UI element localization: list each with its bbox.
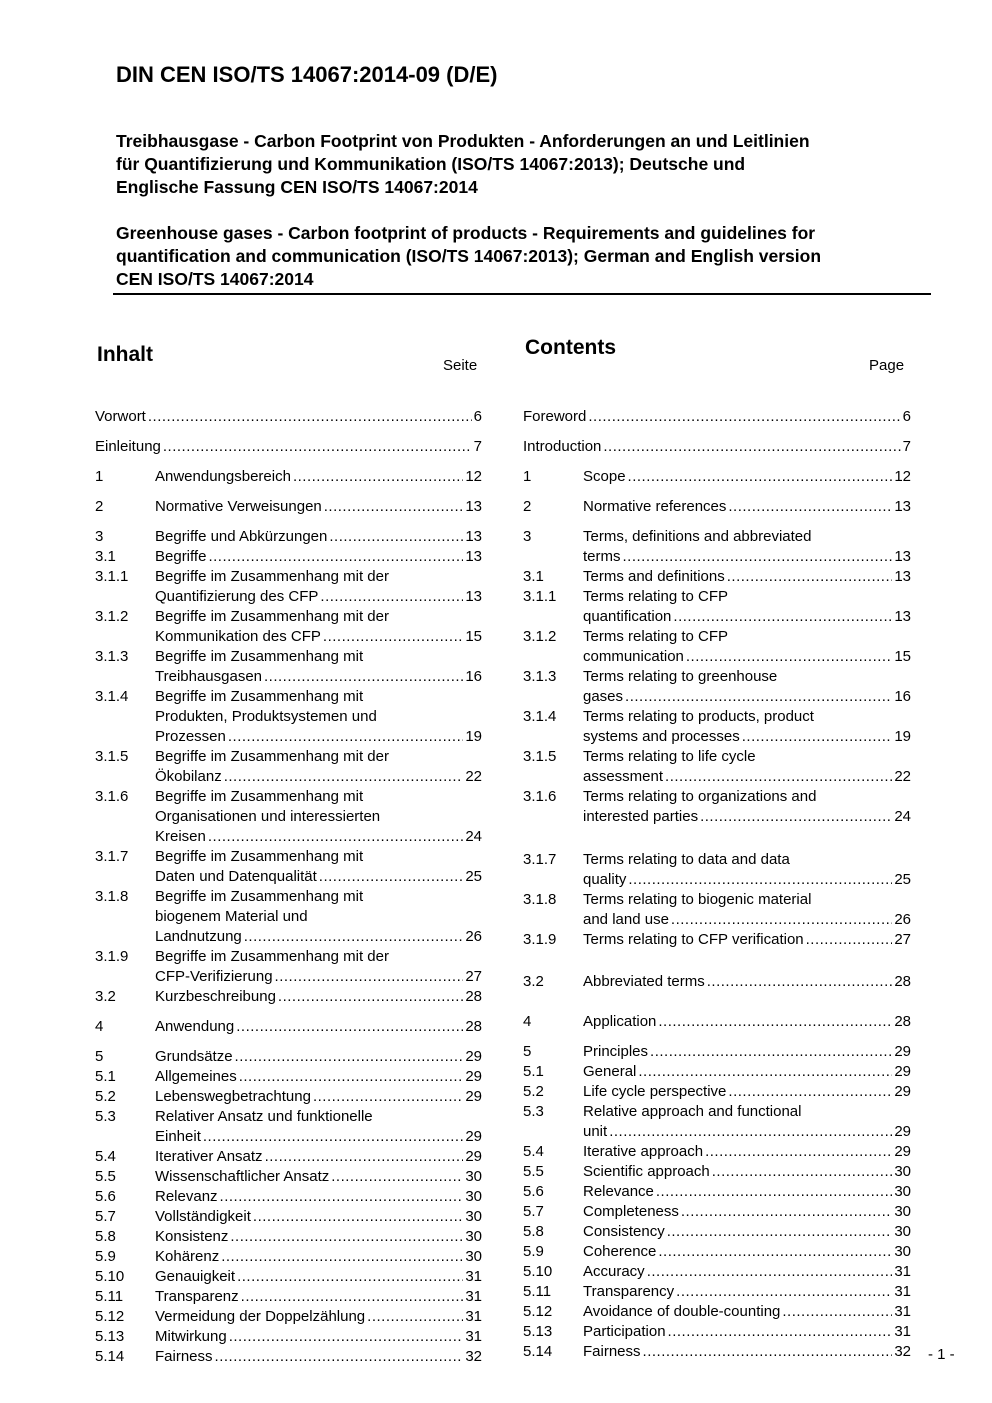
toc-entry-title: Quantifizierung des CFP — [155, 588, 319, 605]
toc-entry-number: 5.3 — [95, 1108, 116, 1125]
toc-entry-title: Iterative approach — [583, 1143, 704, 1160]
toc-entry[interactable] — [523, 1062, 911, 1082]
toc-entry-page: 29 — [894, 1143, 911, 1160]
toc-entry-title: assessment — [583, 768, 664, 785]
toc-entry-title: Kohärenz — [155, 1248, 220, 1265]
toc-entry-title: Fairness — [583, 1343, 641, 1360]
toc-entry-page: 30 — [465, 1188, 482, 1205]
toc-entry-page: 19 — [465, 728, 482, 745]
toc-entry[interactable] — [523, 1202, 911, 1222]
toc-dot-leader — [647, 1262, 893, 1282]
toc-entry-page: 31 — [894, 1323, 911, 1340]
toc-entry-number: 5.4 — [95, 1148, 116, 1165]
toc-entry-number: 5.8 — [95, 1228, 116, 1245]
toc-entry-number: 5.3 — [523, 1103, 544, 1120]
toc-entry[interactable] — [523, 1342, 911, 1362]
toc-entry-title: Begriffe im Zusammenhang mit der — [155, 608, 389, 625]
toc-entry-page: 30 — [894, 1223, 911, 1240]
title-english-line: Greenhouse gases - Carbon footprint of products - Requirements and guidelines for — [116, 223, 816, 243]
toc-entry-page: 16 — [465, 668, 482, 685]
toc-entry-number: 3.2 — [523, 973, 544, 990]
toc-entry-number: 3 — [95, 528, 104, 545]
toc-entry-title: quality — [583, 871, 627, 888]
toc-entry-number: 3.1.1 — [523, 588, 557, 605]
toc-entry-page: 12 — [894, 468, 911, 485]
toc-entry-title: Normative references — [583, 498, 727, 515]
toc-entry-page: 19 — [894, 728, 911, 745]
toc-entry[interactable] — [523, 1242, 911, 1262]
toc-entry[interactable] — [523, 407, 911, 427]
toc-entry-title: Consistency — [583, 1223, 665, 1240]
toc-entry[interactable] — [523, 1142, 911, 1162]
toc-entry-number: 5.7 — [95, 1208, 116, 1225]
toc-heading-english: Contents — [525, 336, 616, 359]
page-number: - 1 - — [928, 1346, 955, 1363]
toc-entry-page: 28 — [465, 988, 482, 1005]
toc-entry-title: Foreword — [523, 408, 587, 425]
toc-entry-title: Principles — [583, 1043, 649, 1060]
toc-entry-page: 13 — [465, 498, 482, 515]
toc-entry-number: 3 — [523, 528, 532, 545]
toc-entry-number: 5.7 — [523, 1203, 544, 1220]
toc-entry-page: 7 — [473, 438, 482, 455]
toc-entry[interactable] — [523, 972, 911, 992]
toc-dot-leader — [656, 1182, 892, 1202]
toc-dot-leader — [628, 870, 892, 890]
toc-entry-title: Relevance — [583, 1183, 654, 1200]
toc-entry-number: 1 — [95, 468, 104, 485]
toc-entry-title: Produkten, Produktsystemen und — [155, 708, 377, 725]
toc-entry-number: 3.1.9 — [95, 948, 129, 965]
toc-entry-page: 29 — [465, 1088, 482, 1105]
toc-entry-page: 30 — [465, 1228, 482, 1245]
toc-entry-number: 2 — [523, 498, 532, 515]
toc-entry-page: 30 — [894, 1243, 911, 1260]
toc-entry-page: 6 — [473, 408, 482, 425]
toc-entry-number: 5.1 — [95, 1068, 116, 1085]
toc-entry-title: Begriffe — [155, 548, 207, 565]
toc-entry-page: 27 — [465, 968, 482, 985]
toc-entry-title: Begriffe im Zusammenhang mit der — [155, 948, 389, 965]
toc-dot-leader — [806, 930, 893, 950]
toc-entry-title: and land use — [583, 911, 669, 928]
toc-entry-page: 32 — [465, 1348, 482, 1365]
toc-dot-leader — [742, 727, 893, 747]
toc-entry[interactable] — [523, 727, 911, 747]
toc-entry-number: 3.1.9 — [523, 931, 557, 948]
toc-entry-title: Anwendung — [155, 1018, 235, 1035]
toc-entry[interactable] — [523, 567, 911, 587]
toc-dot-leader — [673, 607, 892, 627]
toc-entry-title: Terms relating to CFP verification — [583, 931, 804, 948]
toc-entry-page: 27 — [894, 931, 911, 948]
toc-entry-title: Anwendungsbereich — [155, 468, 291, 485]
toc-entry[interactable] — [523, 707, 911, 727]
toc-entry-page: 29 — [465, 1148, 482, 1165]
toc-entry-title: Vermeidung der Doppelzählung — [155, 1308, 366, 1325]
toc-entry-page: 28 — [894, 1013, 911, 1030]
toc-entry-number: 3.1.7 — [95, 848, 129, 865]
toc-entry-page: 31 — [894, 1263, 911, 1280]
toc-entry-title: Mitwirkung — [155, 1328, 227, 1345]
toc-entry-title: Transparency — [583, 1283, 675, 1300]
toc-entry-title: Fairness — [155, 1348, 213, 1365]
toc-entry[interactable] — [523, 850, 911, 870]
toc-entry-title: communication — [583, 648, 684, 665]
toc-entry-number: 5.12 — [523, 1303, 553, 1320]
toc-entry-number: 5.5 — [95, 1168, 116, 1185]
toc-entry-page: 28 — [894, 973, 911, 990]
toc-entry[interactable] — [523, 1082, 911, 1102]
toc-entry-number: 5.9 — [523, 1243, 544, 1260]
toc-entry-page: 29 — [894, 1123, 911, 1140]
toc-dot-leader — [643, 1342, 893, 1362]
toc-entry[interactable] — [523, 747, 911, 767]
toc-entry-title: Iterativer Ansatz — [155, 1148, 263, 1165]
toc-entry-number: 5.10 — [523, 1263, 553, 1280]
toc-entry-title: Scope — [583, 468, 626, 485]
toc-entry-number: 4 — [95, 1018, 104, 1035]
toc-entry-number: 2 — [95, 498, 104, 515]
toc-entry-title: Normative Verweisungen — [155, 498, 322, 515]
toc-dot-leader — [782, 1302, 892, 1322]
toc-entry-title: CFP-Verifizierung — [155, 968, 273, 985]
toc-dot-leader — [625, 687, 892, 707]
toc-entry-title: Begriffe und Abkürzungen — [155, 528, 328, 545]
toc-entry-page: 31 — [465, 1308, 482, 1325]
toc-entry-title: Begriffe im Zusammenhang mit der — [155, 568, 389, 585]
toc-entry-number: 5.12 — [95, 1308, 125, 1325]
toc-entry[interactable] — [523, 910, 911, 930]
toc-dot-leader — [727, 567, 893, 587]
toc-page-label-english: Page — [869, 357, 905, 374]
toc-entry[interactable] — [523, 807, 911, 827]
toc-page-label-german: Seite — [443, 357, 478, 374]
toc-dot-leader — [623, 547, 893, 567]
toc-dot-leader — [638, 1062, 892, 1082]
toc-entry-title: Begriffe im Zusammenhang mit — [155, 848, 364, 865]
toc-entry-page: 30 — [894, 1183, 911, 1200]
title-german-line: Treibhausgase - Carbon Footprint von Produkten - Anforderungen an und Leitlinien — [116, 131, 810, 151]
toc-dot-leader — [676, 1282, 892, 1302]
toc-entry-number: 5.6 — [523, 1183, 544, 1200]
toc-entry-title: Kurzbeschreibung — [155, 988, 276, 1005]
toc-entry-title: gases — [583, 688, 624, 705]
toc-entry[interactable] — [523, 467, 911, 487]
toc-entry-title: Terms relating to products, product — [583, 708, 814, 725]
toc-dot-leader — [728, 497, 892, 517]
toc-entry-number: 5.13 — [523, 1323, 553, 1340]
toc-entry-number: 3.1.8 — [95, 888, 129, 905]
toc-entry-page: 31 — [894, 1303, 911, 1320]
toc-entry-title: Coherence — [583, 1243, 657, 1260]
toc-entry[interactable] — [523, 647, 911, 667]
toc-entry-number: 5.6 — [95, 1188, 116, 1205]
toc-entry-title: interested parties — [583, 808, 699, 825]
toc-entry-page: 29 — [894, 1063, 911, 1080]
toc-entry-number: 5.8 — [523, 1223, 544, 1240]
toc-dot-leader — [628, 467, 893, 487]
toc-entry-title: Terms relating to organizations and — [583, 788, 817, 805]
toc-entry[interactable] — [523, 1122, 911, 1142]
toc-entry-number: 5 — [523, 1043, 532, 1060]
toc-entry-page: 13 — [894, 548, 911, 565]
toc-entry-number: 3.1.7 — [523, 851, 557, 868]
toc-heading-german: Inhalt — [97, 343, 153, 366]
toc-entry-number: 3.1.3 — [95, 648, 129, 665]
toc-entry[interactable] — [523, 1262, 911, 1282]
toc-entry-title: Daten und Datenqualität — [155, 868, 317, 885]
toc-dot-leader — [588, 407, 900, 427]
toc-entry-page: 15 — [465, 628, 482, 645]
toc-entry-number: 5.14 — [523, 1343, 553, 1360]
toc-entry-page: 13 — [894, 608, 911, 625]
toc-entry-number: 5.2 — [95, 1088, 116, 1105]
toc-entry-title: Accuracy — [583, 1263, 645, 1280]
toc-entry-title: Begriffe im Zusammenhang mit — [155, 888, 364, 905]
toc-entry-title: Landnutzung — [155, 928, 242, 945]
toc-entry[interactable] — [523, 1222, 911, 1242]
toc-dot-leader — [712, 1162, 893, 1182]
toc-dot-leader — [658, 1242, 892, 1262]
toc-entry-number: 3.2 — [95, 988, 116, 1005]
toc-entry-number: 5.4 — [523, 1143, 544, 1160]
toc-entry-number: 4 — [523, 1013, 532, 1030]
title-german-line: Englische Fassung CEN ISO/TS 14067:2014 — [116, 177, 478, 197]
toc-entry[interactable] — [523, 787, 911, 807]
toc-entry-title: Life cycle perspective — [583, 1083, 727, 1100]
toc-entry-number: 3.1.4 — [95, 688, 129, 705]
toc-entry[interactable] — [523, 497, 911, 517]
toc-entry-number: 3.1.6 — [523, 788, 557, 805]
toc-entry[interactable] — [523, 1302, 911, 1322]
toc-entry-page: 22 — [894, 768, 911, 785]
toc-entry-title: Terms relating to biogenic material — [583, 891, 812, 908]
toc-entry[interactable] — [523, 587, 911, 607]
toc-entry-number: 3.1.1 — [95, 568, 129, 585]
toc-entry-page: 28 — [465, 1018, 482, 1035]
toc-entry[interactable] — [523, 767, 911, 787]
toc-dot-leader — [668, 1322, 893, 1342]
toc-entry-page: 29 — [465, 1128, 482, 1145]
toc-entry-title: Transparenz — [155, 1288, 239, 1305]
title-german-line: für Quantifizierung und Kommunikation (ISO/TS 14067:2013); Deutsche und — [116, 154, 746, 174]
toc-entry-title: Abbreviated terms — [583, 973, 705, 990]
toc-entry-page: 12 — [465, 468, 482, 485]
toc-entry-number: 5.5 — [523, 1163, 544, 1180]
toc-entry[interactable] — [523, 667, 911, 687]
toc-entry[interactable] — [523, 870, 911, 890]
toc-entry[interactable] — [523, 1162, 911, 1182]
toc-entry-number: 3.1 — [95, 548, 116, 565]
toc-entry-page: 32 — [894, 1343, 911, 1360]
toc-entry-page: 13 — [894, 568, 911, 585]
toc-entry-page: 31 — [465, 1268, 482, 1285]
toc-dot-leader — [650, 1042, 892, 1062]
toc-entry-title: Kommunikation des CFP — [155, 628, 321, 645]
toc-entry-title: Vorwort — [95, 408, 146, 425]
toc-entry[interactable] — [523, 1182, 911, 1202]
toc-dot-leader — [671, 910, 892, 930]
toc-entry-title: terms — [583, 548, 621, 565]
toc-entry-title: Ökobilanz — [155, 768, 222, 785]
toc-entry-number: 3.1.6 — [95, 788, 129, 805]
toc-entry-number: 5 — [95, 1048, 104, 1065]
toc-entry-title: Vollständigkeit — [155, 1208, 251, 1225]
toc-entry-title: Einleitung — [95, 438, 161, 455]
toc-entry-number: 3.1.2 — [95, 608, 129, 625]
toc-entry-title: Begriffe im Zusammenhang mit — [155, 788, 364, 805]
toc-entry-number: 3.1.5 — [95, 748, 129, 765]
toc-dot-leader — [728, 1082, 892, 1102]
toc-entry-title: Organisationen und interessierten — [155, 808, 381, 825]
toc-entry-number: 3.1.8 — [523, 891, 557, 908]
toc-entry-number: 3.1.5 — [523, 748, 557, 765]
toc-entry-title: Terms relating to CFP — [583, 628, 729, 645]
toc-entry-page: 22 — [465, 768, 482, 785]
toc-entry-title: Treibhausgasen — [155, 668, 263, 685]
toc-entry[interactable] — [523, 890, 911, 910]
toc-entry-number: 3.1.4 — [523, 708, 557, 725]
toc-entry-page: 25 — [894, 871, 911, 888]
toc-entry-page: 16 — [894, 688, 911, 705]
toc-entry-page: 26 — [465, 928, 482, 945]
toc-entry-page: 30 — [894, 1163, 911, 1180]
toc-entry-number: 5.10 — [95, 1268, 125, 1285]
toc-entry-title: Prozessen — [155, 728, 226, 745]
toc-entry-title: Introduction — [523, 438, 602, 455]
toc-entry-title: Relevanz — [155, 1188, 218, 1205]
toc-entry-number: 5.11 — [523, 1283, 552, 1300]
toc-entry-title: Terms relating to data and data — [583, 851, 790, 868]
document-id: DIN CEN ISO/TS 14067:2014-09 (D/E) — [116, 62, 498, 87]
toc-entry-page: 30 — [894, 1203, 911, 1220]
toc-entry-title: Wissenschaftlicher Ansatz — [155, 1168, 330, 1185]
toc-entry-title: Scientific approach — [583, 1163, 710, 1180]
toc-entry[interactable] — [523, 1012, 911, 1032]
toc-entry-title: Einheit — [155, 1128, 201, 1145]
toc-entry-title: Lebenswegbetrachtung — [155, 1088, 311, 1105]
toc-dot-leader — [681, 1202, 892, 1222]
toc-entry-title: Relativer Ansatz und funktionelle — [155, 1108, 373, 1125]
toc-entry-page: 26 — [894, 911, 911, 928]
toc-entry-title: Participation — [583, 1323, 666, 1340]
toc-entry[interactable] — [523, 627, 911, 647]
toc-entry[interactable] — [523, 930, 911, 950]
toc-dot-leader — [658, 1012, 892, 1032]
toc-entry-title: Begriffe im Zusammenhang mit — [155, 688, 364, 705]
toc-entry-title: systems and processes — [583, 728, 740, 745]
toc-entry-page: 6 — [902, 408, 911, 425]
toc-entry-page: 13 — [894, 498, 911, 515]
toc-entry-number: 5.13 — [95, 1328, 125, 1345]
toc-entry[interactable] — [523, 1102, 911, 1122]
toc-entry-page: 29 — [465, 1048, 482, 1065]
toc-entry-page: 29 — [894, 1043, 911, 1060]
toc-entry-page: 7 — [902, 438, 911, 455]
toc-entry-number: 3.1 — [523, 568, 544, 585]
toc-entry-title: biogenem Material und — [155, 908, 308, 925]
toc-entry-title: Terms relating to greenhouse — [583, 668, 778, 685]
toc-entry-page: 30 — [465, 1168, 482, 1185]
toc-entry-number: 3.1.2 — [523, 628, 557, 645]
toc-entry-title: unit — [583, 1123, 608, 1140]
toc-entry[interactable] — [523, 1042, 911, 1062]
toc-dot-leader — [700, 807, 892, 827]
toc-entry-number: 5.14 — [95, 1348, 125, 1365]
toc-entry[interactable] — [523, 547, 911, 567]
toc-entry[interactable] — [523, 437, 911, 457]
toc-entry-title: Begriffe im Zusammenhang mit der — [155, 748, 389, 765]
toc-dot-leader — [603, 437, 900, 457]
toc-entry-page: 13 — [465, 588, 482, 605]
toc-entry-page: 30 — [465, 1208, 482, 1225]
toc-entry-title: Genauigkeit — [155, 1268, 236, 1285]
toc-entry-page: 29 — [465, 1068, 482, 1085]
toc-dot-leader — [667, 1222, 893, 1242]
toc-entry-title: Allgemeines — [155, 1068, 237, 1085]
toc-entry-page: 24 — [465, 828, 482, 845]
toc-entry-title: Terms, definitions and abbreviated — [583, 528, 812, 545]
toc-entry-title: Avoidance of double-counting — [583, 1303, 781, 1320]
toc-entry-number: 1 — [523, 468, 532, 485]
toc-entry-page: 13 — [465, 528, 482, 545]
toc-entry-page: 25 — [465, 868, 482, 885]
toc-entry-title: Application — [583, 1013, 657, 1030]
toc-entry-title: General — [583, 1063, 637, 1080]
toc-entry[interactable] — [523, 1322, 911, 1342]
toc-entry-number: 3.1.3 — [523, 668, 557, 685]
toc-entry-title: quantification — [583, 608, 672, 625]
toc-entry-page: 31 — [465, 1288, 482, 1305]
toc-entry-page: 30 — [465, 1248, 482, 1265]
toc-entry[interactable] — [523, 687, 911, 707]
toc-entry-number: 5.1 — [523, 1063, 544, 1080]
toc-entry-page: 31 — [465, 1328, 482, 1345]
toc-entry-page: 31 — [894, 1283, 911, 1300]
toc-entry-title: Grundsätze — [155, 1048, 233, 1065]
toc-entry-number: 5.11 — [95, 1288, 124, 1305]
toc-entry-page: 15 — [894, 648, 911, 665]
title-english-line: quantification and communication (ISO/TS 14067:2013); German and English version — [116, 246, 822, 266]
toc-dot-leader — [686, 647, 892, 667]
toc-entry-title: Terms relating to CFP — [583, 588, 729, 605]
toc-entry[interactable] — [523, 607, 911, 627]
toc-entry-title: Konsistenz — [155, 1228, 229, 1245]
toc-entry[interactable] — [523, 1282, 911, 1302]
toc-entry[interactable] — [523, 527, 911, 547]
toc-entry-title: Terms and definitions — [583, 568, 725, 585]
toc-entry-number: 5.9 — [95, 1248, 116, 1265]
toc-entry-title: Relative approach and functional — [583, 1103, 802, 1120]
toc-entry-title: Begriffe im Zusammenhang mit — [155, 648, 364, 665]
toc-dot-leader — [609, 1122, 892, 1142]
title-english-line: CEN ISO/TS 14067:2014 — [116, 269, 314, 289]
toc-entry-number: 5.2 — [523, 1083, 544, 1100]
toc-entry-page: 13 — [465, 548, 482, 565]
toc-entry-title: Kreisen — [155, 828, 206, 845]
toc-dot-leader — [707, 972, 893, 992]
toc-dot-leader — [705, 1142, 892, 1162]
toc-dot-leader — [665, 767, 892, 787]
toc-entry-page: 29 — [894, 1083, 911, 1100]
toc-entry-page: 24 — [894, 808, 911, 825]
toc-entry-title: Completeness — [583, 1203, 679, 1220]
toc-entry-title: Terms relating to life cycle — [583, 748, 756, 765]
